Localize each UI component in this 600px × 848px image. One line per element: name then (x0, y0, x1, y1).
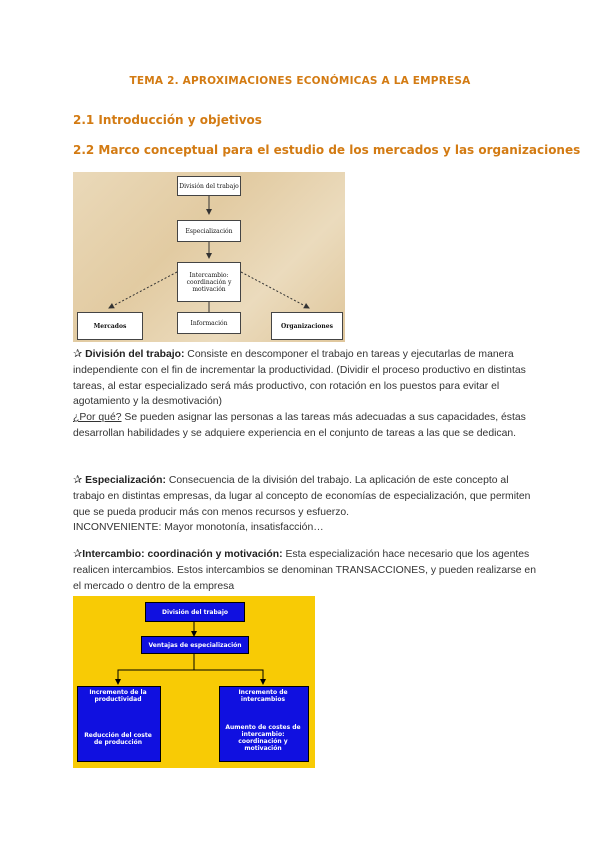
diagram1-division-box: División del trabajo (177, 176, 241, 196)
text-por-que: Se pueden asignar las personas a las tareas más adecuadas a sus capacidades, éstas desarrollan habilidades y se adquiere experiencia en el conjunto de tareas a las que se dedican. (73, 412, 526, 439)
diagram1-especializacion-box: Especialización (177, 220, 241, 242)
diagram2-inc-inter-text: Incremento de intercambios (238, 689, 288, 703)
diagram2-division-box: División del trabajo (145, 602, 245, 622)
paragraph-intercambio (73, 547, 543, 594)
paragraph-division-trabajo (73, 347, 543, 442)
star-icon: ✰ (73, 348, 83, 360)
arrow-ventajas-productividad (118, 652, 194, 684)
diagram1-mercados-box: Mercados (77, 312, 143, 340)
term-intercambio: Intercambio: coordinación y motivación: (82, 549, 283, 560)
text-inconveniente: INCONVENIENTE: Mayor monotonía, insatisfacción… (73, 522, 324, 534)
paragraph-especializacion (73, 473, 543, 536)
diagram2-red-coste-text: Reducción del coste de producción (84, 732, 152, 746)
diagram2-aum-costes-text: Aumento de costes de intercambio: coordinación y motivación (225, 724, 301, 752)
text-division-trabajo: Consiste en descomponer el trabajo en tareas y ejecutarlas de manera independiente con el fin de incrementar la productividad. (Dividir el proceso productivo en distintas tareas, al estar especializado será más productivo, con rotación en los puestos para evitar el agotamiento y la desmotivación) (73, 349, 526, 408)
diagram-ventajas-especializacion (73, 596, 315, 768)
page-title: TEMA 2. APROXIMACIONES ECONÓMICAS A LA EMPRESA (129, 75, 471, 87)
section-heading-2-1: 2.1 Introducción y objetivos (73, 113, 262, 127)
diagram2-ventajas-box: Ventajas de especialización (141, 636, 249, 654)
star-icon: ✰ (73, 548, 83, 560)
term-especializacion: Especialización: (85, 475, 166, 486)
text-intercambio: Esta especialización hace necesario que los agentes realicen intercambios. Estos intercambios se denominan TRANSACCIONES, y pueden realizarse en el mercado o dentro de la empresa (73, 549, 536, 592)
diagram1-organizaciones-box: Organizaciones (271, 312, 343, 340)
text-especializacion: Consecuencia de la división del trabajo. La aplicación de este concepto al trabajo en distintas empresas, da lugar al concepto de economías de especialización, que permiten que se pueda producir más con menos recursos y esfuerzo. (73, 475, 531, 518)
arrow-ventajas-intercambios (194, 670, 263, 684)
question-por-que: ¿Por qué? (73, 412, 122, 424)
diagram1-informacion-box: Información (177, 312, 241, 334)
diagram1-intercambio-box: Intercambio: coordinación y motivación (177, 262, 241, 302)
diagram2-inc-prod-text: Incremento de la productividad (89, 689, 147, 703)
section-heading-2-2: 2.2 Marco conceptual para el estudio de los mercados y las organizaciones (73, 143, 581, 157)
arrow-intercambio-organizaciones (241, 272, 309, 308)
diagram-marco-conceptual (73, 172, 345, 342)
star-icon: ✰ (73, 474, 83, 486)
arrow-intercambio-mercados (109, 272, 177, 308)
term-division-trabajo: División del trabajo: (85, 349, 185, 360)
